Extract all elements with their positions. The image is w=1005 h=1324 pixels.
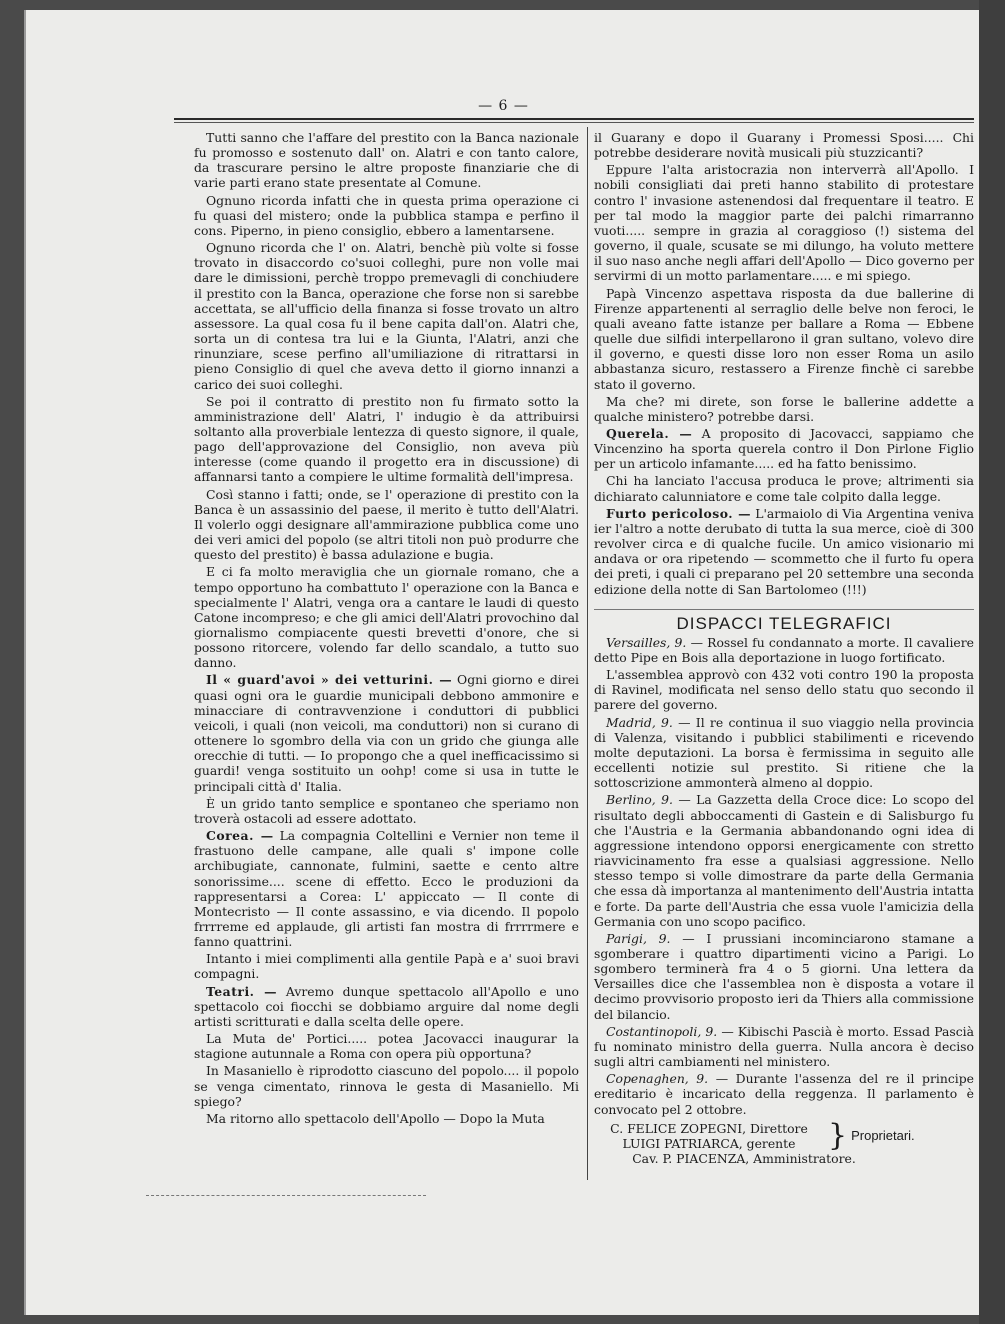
right_column-paragraph xyxy=(594,426,974,471)
left-column xyxy=(194,130,579,1128)
left_column-paragraph: Ma ritorno allo spettacolo dell'Apollo — Dopo la Muta xyxy=(206,1110,545,1126)
left_column-paragraph: Ognuno ricorda che l' on. Alatri, benchè più volte si fosse trovato in disaccordo co'suoi colleghi, pure non volle mai dare le dimissioni, perchè troppo premevagli di conchiudere il prestito con la Banca, operazione che forse non si sarebbe accettata, se all'ufficio della finanza si fosse trovato un altro assessore. La qual cosa fu il bene capita dall'on. Alatri che, sorta un di contesa tra lui e la Giunta, l'Alatri, anzi che rinunziare, scese perfino all'umiliazione di ritrattarsi in pieno Consiglio di quel che aveva detto il giorno innanzi a carico dei suoi colleghi. xyxy=(194,240,579,392)
dispatch-text: — Il re continua il suo viaggio nella provincia di Valenza, visitando i pubblici stabilimenti e ricevendo molte deputazioni. La borsa è fermissima in seguito alle eccellenti notizie sul prestito. Si ritiene che la sottoscrizione ammonterà almeno al doppio. xyxy=(594,714,974,791)
right_column-paragraph: Papà Vincenzo aspettava risposta da due ballerine di Firenze appartenenti al serraglio delle belve non feroci, le quali aveano fatte istanze per ballare a Roma — Ebbene quelle due silfidi interpellarono il gran sultano, volevo dire il governo, e questi disse loro non esser Roma un asilo abbastanza sicuro, restassero a Firenze finchè ci sarebbe stato il governo. xyxy=(594,285,974,392)
signature-director: C. FELICE ZOPEGNI, Direttore xyxy=(610,1120,808,1136)
dispatch-place: Berlino, 9. xyxy=(606,792,673,808)
article-text: L'armaiolo di Via Argentina veniva ier l'altro a notte derubato di tutta la sua merce, cioè di 300 revolver circa e di qualche fucile. Un amico visionario mi andava or ora ripetendo — scommetto che il furto fu opera dei preti, i quali ci preparano pel 20 settembre una seconda edizione della notte di San Bartolomeo (!!!) xyxy=(594,505,974,597)
left_column-paragraph: Intanto i miei complimenti alla gentile Papà e a' suoi bravi compagni. xyxy=(194,951,579,982)
header-rule xyxy=(174,118,974,120)
left_column-paragraph xyxy=(194,984,579,1029)
dispatch-item xyxy=(594,635,974,665)
left_column-paragraph: La Muta de' Portici..... potea Jacovacci inaugurar la stagione autunnale a Roma con opera più opportuna? xyxy=(194,1031,579,1062)
dispatch-place: Versailles, 9. xyxy=(606,634,687,650)
left_column-paragraph: In Masaniello è riprodotto ciascuno del popolo.... il popolo se venga cimentato, rinnova le gesta di Masaniello. Mi spiego? xyxy=(194,1063,579,1109)
left_column-paragraph: È un grido tanto semplice e spontaneo che speriamo non troverà ostacoli ad essere adottato. xyxy=(194,795,579,826)
column-separator xyxy=(587,127,588,1180)
article-heading: Teatri. — xyxy=(206,983,278,999)
right_column-paragraph: Chi ha lanciato l'accusa produca le prove; altrimenti sia dichiarato calunniatore e come tale colpito dalla legge. xyxy=(594,473,974,504)
dispatch-item xyxy=(594,1071,974,1116)
scan-border xyxy=(979,0,1005,1324)
brace-glyph: } xyxy=(828,1117,848,1153)
left_column-paragraph xyxy=(194,828,579,949)
dispatch-text: — I prussiani incominciarono stamane a sgomberare i quattro dipartimenti vicino a Parigi. Lo sgombero terminerà fra 4 o 5 giorni. Una lettera da Versailles dice che l'assemblea non è disposta a votare il decimo provvisorio proposto ieri da Thiers alla commissione del bilancio. xyxy=(594,930,974,1022)
left_column-paragraph: Ognuno ricorda infatti che in questa prima operazione ci fu quasi del mistero; onde la pubblica stampa e perfino il cons. Piperno, in pieno consiglio, ebbero a lamentarsene. xyxy=(194,192,579,238)
left_column-paragraph: Tutti sanno che l'affare del prestito con la Banca nazionale fu promosso e sostenuto dall' on. Alatri e con tanto calore, da trascurare persino le altre proposte finanziarie che di varie parti erano state presentate al Comune. xyxy=(194,130,579,191)
dispatch-place: Parigi, 9. xyxy=(606,930,671,946)
right_column-paragraph: Eppure l'alta aristocrazia non interverrà all'Apollo. I nobili consigliati dai preti hanno stabilito di protestare contro l' invasione astenendosi dal frequentare il teatro. E per tal modo la maggior parte dei palchi rimarranno vuoti..... sempre in grazia al coraggioso (!) sistema del governo, il quale, scusate se mi dilungo, ha voluto mettere il suo naso anche negli affari dell'Apollo — Dico governo per servirmi di un motto parlamentare..... e mi spiego. xyxy=(594,162,974,284)
signature-proprietari: Proprietari. xyxy=(851,1128,915,1144)
dispatch-place: Costantinopoli, 9. xyxy=(606,1023,718,1039)
left_column-paragraph: Così stanno i fatti; onde, se l' operazione di prestito con la Banca è un assassinio del paese, il merito è tutto dell'Alatri. Il volerlo oggi designare all'ammirazione pubblica come uno dei veri amici del popolo (se altri titoli non può produrre che questo del prestito) è bassa adulazione e bugia. xyxy=(194,486,579,563)
dispatch-text: — La Gazzetta della Croce dice: Lo scopo del risultato degli abboccamenti di Gastein e di Salisburgo fu che l'Austria e la Germania abbandonando ogni idea di aggressione intendono opporsi energicamente con stretto riavvicinamento fra esse a qualsiasi aggressione. Nello stesso tempo si volle dimostrare da parte della Germania che essa dà importanza al mantenimento dell'Austria intatta e forte. Da parte dell'Austria che essa vuole l'amicizia della Germania con uno scopo pacifico. xyxy=(594,792,974,929)
article-text: La compagnia Coltellini e Vernier non teme il frastuono delle campane, alle quali s' impone colle archibugiate, cannonate, fulmini, saette e cento altre sonorissime.... scene di effetto. Ecco le produzioni da rappresentarsi a Corea: L' appiccato — Il conte di Montecristo — Il conte assassino, e via dicendo. Il popolo frrrreme ed applaude, gli artisti fan mostra di frrrrmere e fanno quattrini. xyxy=(194,828,579,950)
dispatch-item xyxy=(594,1024,974,1069)
article-text: Ogni giorno e direi quasi ogni ora le guardie municipali debbono ammonire e minacciare di contravvenzione i conduttori di pubblici veicoli, i quali (non veicoli, ma conduttori) non si curano di ottenere lo sgombro della via con un grido che giunga alle orecchie di tutti. — Io propongo che a quel inefficacissimo si guardi! venga sostituito un oohp! come si usa in tutte le principali città d' Italia. xyxy=(194,672,579,794)
left_column-paragraph: E ci fa molto meraviglia che un giornale romano, che a tempo opportuno ha combattuto l' operazione con la Banca e specialmente l' Alatri, venga ora a cantare le laudi di questo Catone incompreso; e che gli amici dell'Alatri provochino dal giornalismo compiacente questi brevetti d'onore, che si possono ritorcere, volendo far dello scandalo, a tutto suo danno. xyxy=(194,564,579,671)
page-number: — 6 — xyxy=(478,98,529,114)
dispatch-item xyxy=(594,667,974,712)
dispatch-item xyxy=(594,931,974,1022)
article-heading: Il « guard'avoi » dei vetturini. — xyxy=(206,672,453,688)
article-heading: Furto pericoloso. — xyxy=(606,505,752,521)
dispatch-place: Madrid, 9. xyxy=(606,714,673,730)
article-heading: Corea. — xyxy=(206,828,274,844)
signature-gerente: LUIGI PATRIARCA, gerente xyxy=(622,1135,796,1151)
bottom-mark xyxy=(146,1195,426,1196)
dispatch-text: — Rossel fu condannato a morte. Il cavaliere detto Pipe en Bois alla deportazione in luogo fortificato. xyxy=(594,634,975,665)
right-column-articles xyxy=(594,130,974,597)
right-column xyxy=(594,130,974,1166)
left_column-paragraph: Se poi il contratto di prestito non fu firmato sotto la amministrazione dell' Alatri, l' indugio è da attribuirsi soltanto alla proverbiale lentezza di questo signore, il quale, pago dell'approvazione del Consiglio, non aveva più interesse (come quando il progetto era in discussione) di affannarsi tanto a compiere le ultime formalità dell'impresa. xyxy=(194,393,579,485)
newspaper-page xyxy=(24,10,981,1315)
header-rule-thin xyxy=(174,122,974,123)
right_column-paragraph xyxy=(594,506,974,597)
dispatch-place: Copenaghen, 9. xyxy=(606,1071,709,1087)
right_column-paragraph: Ma che? mi direte, son forse le ballerine addette a qualche ministero? potrebbe darsi. xyxy=(594,393,974,424)
dispatch-title: DISPACCI TELEGRAFICI xyxy=(594,609,974,631)
dispatch-text: — Kibischi Pascià è morto. Essad Pascià fu nominato ministro della guerra. Nulla ancora è deciso sugli altri cambiamenti nel ministero. xyxy=(594,1023,975,1070)
article-heading: Querela. — xyxy=(606,425,693,441)
dispatch-item xyxy=(594,792,974,928)
dispatch-text: L'assemblea approvò con 432 voti contro 190 la proposta di Ravinel, modificata nel senso dello statu quo secondo il parere del governo. xyxy=(594,667,974,713)
dispatch-list xyxy=(594,635,974,1117)
left_column-paragraph xyxy=(194,672,579,793)
signature-administrator: Cav. P. PIACENZA, Amministratore. xyxy=(632,1150,856,1166)
article-text: A proposito di Jacovacci, sappiamo che Vincenzino ha sporta querela contro il Don Pirlone Figlio per un articolo infamante..... ed ha fatto benissimo. xyxy=(594,425,974,472)
article-text: Avremo dunque spettacolo all'Apollo e uno spettacolo coi fiocchi se dobbiamo arguire dal nome degli artisti scritturati e dalla scelta delle opere. xyxy=(194,983,579,1029)
dispatch-item xyxy=(594,715,974,791)
signature-block xyxy=(594,1117,974,1166)
right_column-paragraph: il Guarany e dopo il Guarany i Promessi Sposi..... Chi potrebbe desiderare novità musicali più stuzzicanti? xyxy=(594,130,974,161)
dispatch-text: — Durante l'assenza del re il principe ereditario è incaricato della reggenza. Il parlamento è convocato pel 2 ottobre. xyxy=(594,1071,974,1117)
